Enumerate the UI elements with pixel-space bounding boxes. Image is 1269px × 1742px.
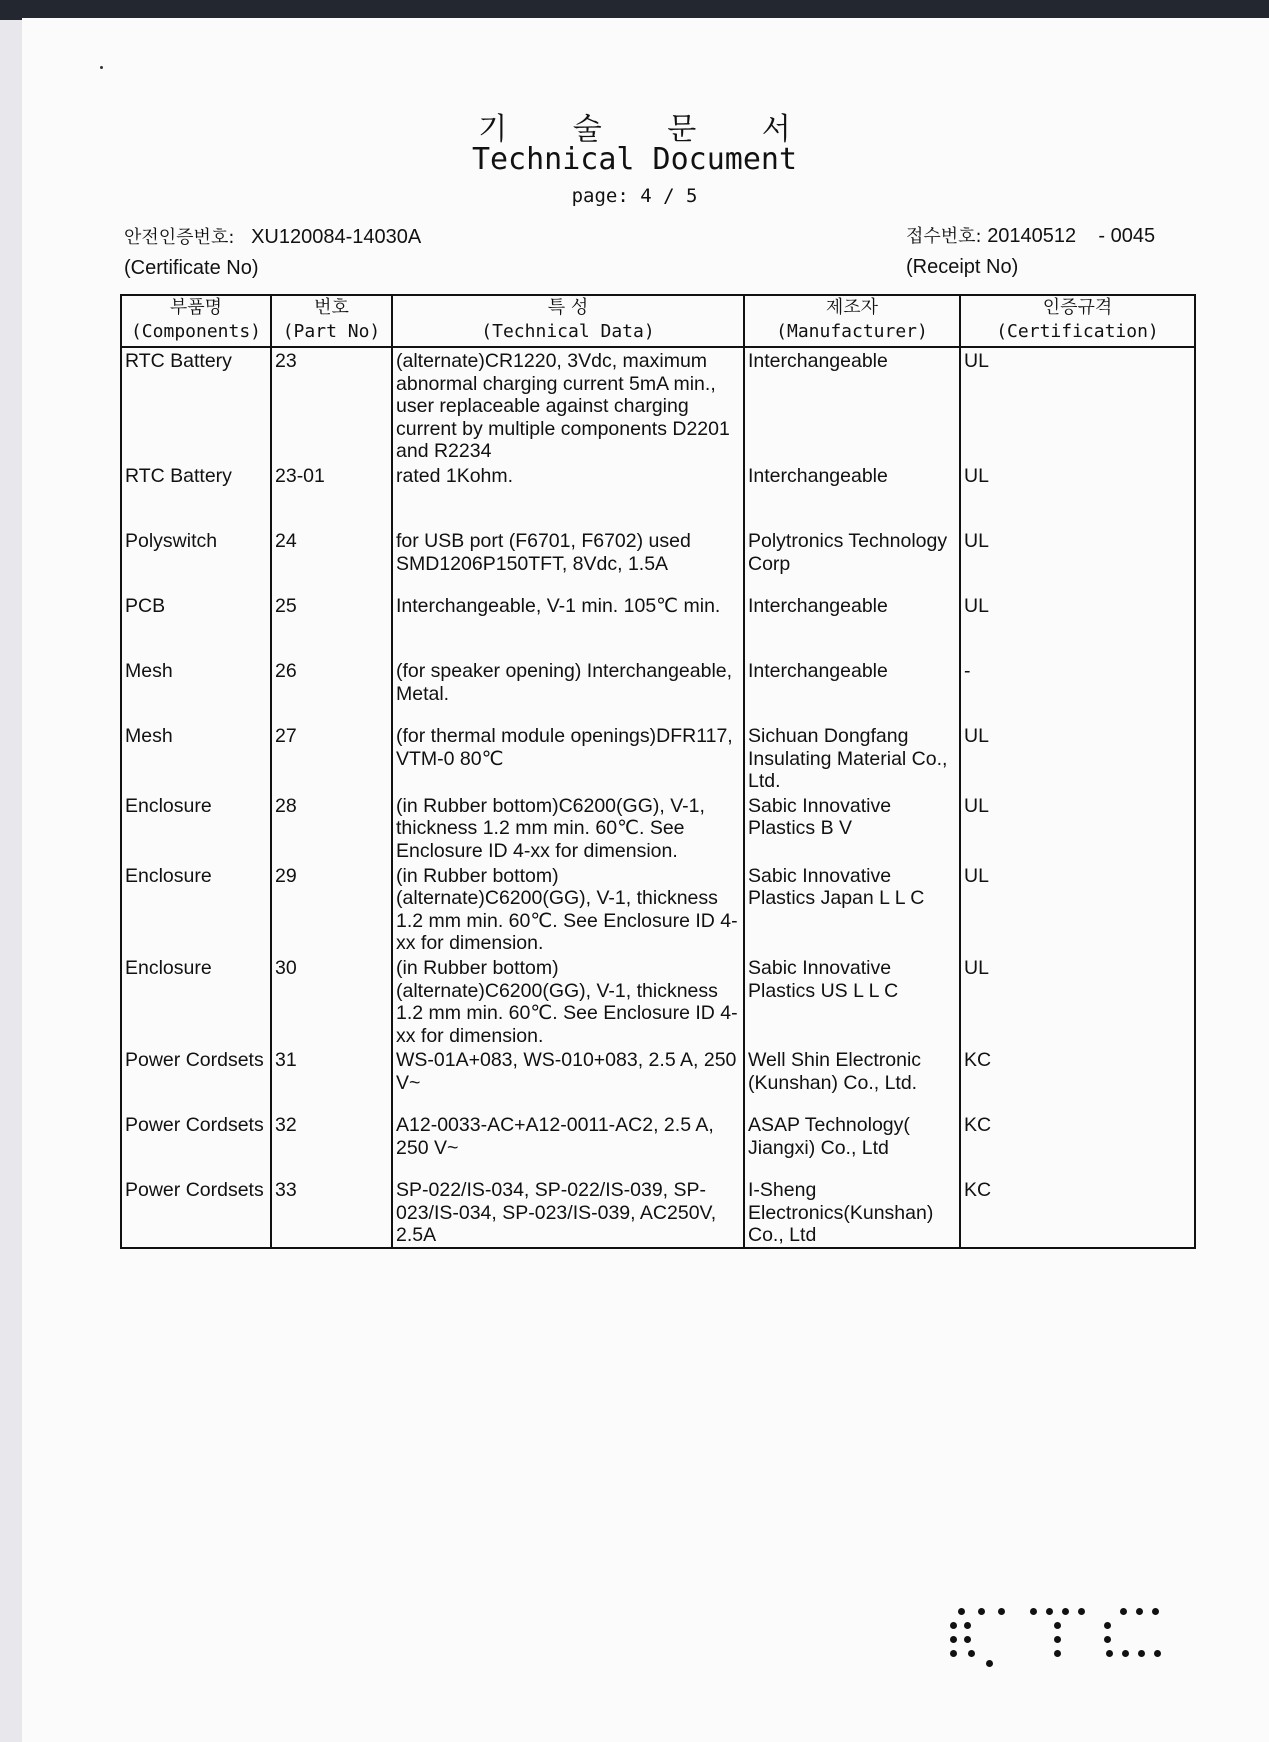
table-row (121, 1177, 1195, 1248)
scan-left-edge (0, 20, 22, 1742)
cell-part-no: 23-01 (271, 463, 392, 528)
stamp-dot (1122, 1650, 1129, 1657)
cell-component: Power Cordsets (121, 1047, 271, 1112)
table-row (121, 347, 1195, 463)
cell-manufacturer: I-Sheng Electronics(Kunshan) Co., Ltd (744, 1177, 960, 1248)
cell-manufacturer: Sabic Innovative Plastics Japan L L C (744, 863, 960, 955)
cell-part-no: 33 (271, 1177, 392, 1248)
cell-component: PCB (121, 593, 271, 658)
cell-technical-data: Interchangeable, V-1 min. 105℃ min. (392, 593, 744, 658)
cell-certification: UL (964, 594, 989, 617)
cell-technical-data: (in Rubber bottom)(alternate)C6200(GG), V-1, thickness 1.2 mm min. 60℃. See Enclosure ID 4-xx for dimension. (392, 955, 744, 1047)
cell-technical-data: for USB port (F6701, F6702) used SMD1206P150TFT, 8Vdc, 1.5A (392, 528, 744, 593)
cell-component: RTC Battery (121, 347, 271, 463)
table-row (121, 863, 1195, 955)
table-row (121, 723, 1195, 793)
stamp-dot (1106, 1650, 1113, 1657)
cell-technical-data: SP-022/IS-034, SP-022/IS-039, SP-023/IS-034, SP-023/IS-039, AC250V, 2.5A (392, 1177, 744, 1248)
receipt-number: 20140512 - 0045 (987, 225, 1156, 247)
cell-component: Power Cordsets (121, 1112, 271, 1177)
cell-component: Power Cordsets (121, 1177, 271, 1248)
table-row (121, 593, 1195, 658)
stamp-dot (958, 1608, 965, 1615)
cell-manufacturer: Sichuan Dongfang Insulating Material Co., Ltd. (744, 723, 960, 793)
cell-technical-data: (in Rubber bottom)C6200(GG), V-1, thickness 1.2 mm min. 60℃. See Enclosure ID 4-xx for dimension. (392, 793, 744, 863)
cell-manufacturer: Interchangeable (744, 463, 960, 528)
stamp-dot (968, 1650, 975, 1657)
cell-component: Mesh (121, 658, 271, 723)
cell-technical-data: rated 1Kohm. (392, 463, 744, 528)
cell-part-no: 30 (271, 955, 392, 1047)
cell-technical-data: (in Rubber bottom)(alternate)C6200(GG), V-1, thickness 1.2 mm min. 60℃. See Enclosure ID 4-xx for dimension. (392, 863, 744, 955)
cell-manufacturer: Interchangeable (744, 347, 960, 463)
cell-component: Enclosure (121, 793, 271, 863)
stamp-dot (950, 1636, 957, 1643)
table-row (121, 1047, 1195, 1112)
table-row (121, 528, 1195, 593)
stamp-dot (1046, 1608, 1053, 1615)
cell-certification: UL (964, 464, 989, 487)
cell-component: Polyswitch (121, 528, 271, 593)
cell-certification: UL (964, 529, 989, 552)
column-header-technical-data: 특 성 (Technical Data) (392, 295, 744, 347)
stamp-dot (1054, 1622, 1061, 1629)
table-row (121, 793, 1195, 863)
stamp-dot (1054, 1636, 1061, 1643)
cell-part-no: 23 (271, 347, 392, 463)
ktc-perforated-stamp (950, 1608, 1170, 1668)
cell-certification: UL (964, 864, 989, 887)
stamp-dot (1136, 1608, 1143, 1615)
certificate-label-english: (Certificate No) (124, 257, 259, 279)
cell-part-no: 29 (271, 863, 392, 955)
stamp-dot (1138, 1650, 1145, 1657)
cell-manufacturer: Polytronics Technology Corp (744, 528, 960, 593)
cell-manufacturer: Sabic Innovative Plastics US L L C (744, 955, 960, 1047)
column-header-part-no: 번호 (Part No) (271, 295, 392, 347)
cell-technical-data: A12-0033-AC+A12-0011-AC2, 2.5 A, 250 V~ (392, 1112, 744, 1177)
cell-part-no: 32 (271, 1112, 392, 1177)
column-header-manufacturer: 제조자 (Manufacturer) (744, 295, 960, 347)
cell-technical-data: (alternate)CR1220, 3Vdc, maximum abnormal charging current 5mA min., user replaceable against charging current by multiple components D2201 and R2234 (392, 347, 744, 463)
table-row (121, 463, 1195, 528)
receipt-label-korean: 접수번호: (906, 226, 982, 247)
receipt-label-english: (Receipt No) (906, 256, 1019, 278)
cell-certification: KC (964, 1179, 992, 1202)
stamp-dot (964, 1622, 971, 1629)
cell-certification: KC (964, 1114, 992, 1137)
stamp-dot (978, 1608, 985, 1615)
stamp-dot (1062, 1608, 1069, 1615)
cell-component: RTC Battery (121, 463, 271, 528)
cell-technical-data: (for speaker opening) Interchangeable, Metal. (392, 658, 744, 723)
cell-part-no: 31 (271, 1047, 392, 1112)
stamp-dot (1054, 1650, 1061, 1657)
certificate-block (124, 222, 421, 283)
stamp-dot (1104, 1636, 1111, 1643)
page-indicator: page: 4 / 5 (571, 185, 698, 207)
cell-component: Mesh (121, 723, 271, 793)
stamp-dot (986, 1660, 993, 1667)
receipt-block (906, 221, 1155, 282)
table-row (121, 955, 1195, 1047)
column-header-component: 부품명 (Components) (121, 295, 271, 347)
column-header-certification: 인증규격 (Certification) (960, 295, 1195, 347)
scan-top-edge (0, 0, 1269, 20)
cell-manufacturer: Well Shin Electronic (Kunshan) Co., Ltd. (744, 1047, 960, 1112)
cell-certification: UL (964, 794, 989, 817)
cell-technical-data: (for thermal module openings)DFR117, VTM-0 80℃ (392, 723, 744, 793)
cell-manufacturer: Interchangeable (744, 658, 960, 723)
stamp-dot (950, 1650, 957, 1657)
certificate-label-korean: 안전인증번호: (124, 227, 235, 248)
stamp-dot (1104, 1622, 1111, 1629)
scan-speck (100, 66, 103, 69)
document-title-english: Technical Document (471, 142, 798, 177)
stamp-dot (950, 1622, 957, 1629)
document-title-korean: 기 술 문 서 (478, 112, 819, 147)
cell-component: Enclosure (121, 955, 271, 1047)
cell-certification: UL (964, 350, 989, 372)
table-row (121, 1112, 1195, 1177)
cell-part-no: 28 (271, 793, 392, 863)
stamp-dot (1152, 1608, 1159, 1615)
components-table (120, 294, 1196, 1249)
stamp-dot (1078, 1608, 1085, 1615)
stamp-dot (964, 1636, 971, 1643)
cell-part-no: 26 (271, 658, 392, 723)
cell-certification: UL (964, 956, 989, 979)
certificate-number: XU120084-14030A (251, 226, 422, 248)
cell-part-no: 27 (271, 723, 392, 793)
cell-part-no: 25 (271, 593, 392, 658)
cell-manufacturer: Interchangeable (744, 593, 960, 658)
stamp-dot (1120, 1608, 1127, 1615)
cell-part-no: 24 (271, 528, 392, 593)
cell-technical-data: WS-01A+083, WS-010+083, 2.5 A, 250 V~ (392, 1047, 744, 1112)
cell-certification: - (964, 659, 971, 682)
cell-manufacturer: ASAP Technology( Jiangxi) Co., Ltd (744, 1112, 960, 1177)
stamp-dot (1154, 1650, 1161, 1657)
stamp-dot (1030, 1608, 1037, 1615)
table-header-row (121, 295, 1195, 347)
cell-component: Enclosure (121, 863, 271, 955)
cell-certification: KC (964, 1049, 992, 1072)
cell-certification: UL (964, 724, 989, 747)
cell-manufacturer: Sabic Innovative Plastics B V (744, 793, 960, 863)
stamp-dot (998, 1608, 1005, 1615)
table-row (121, 658, 1195, 723)
